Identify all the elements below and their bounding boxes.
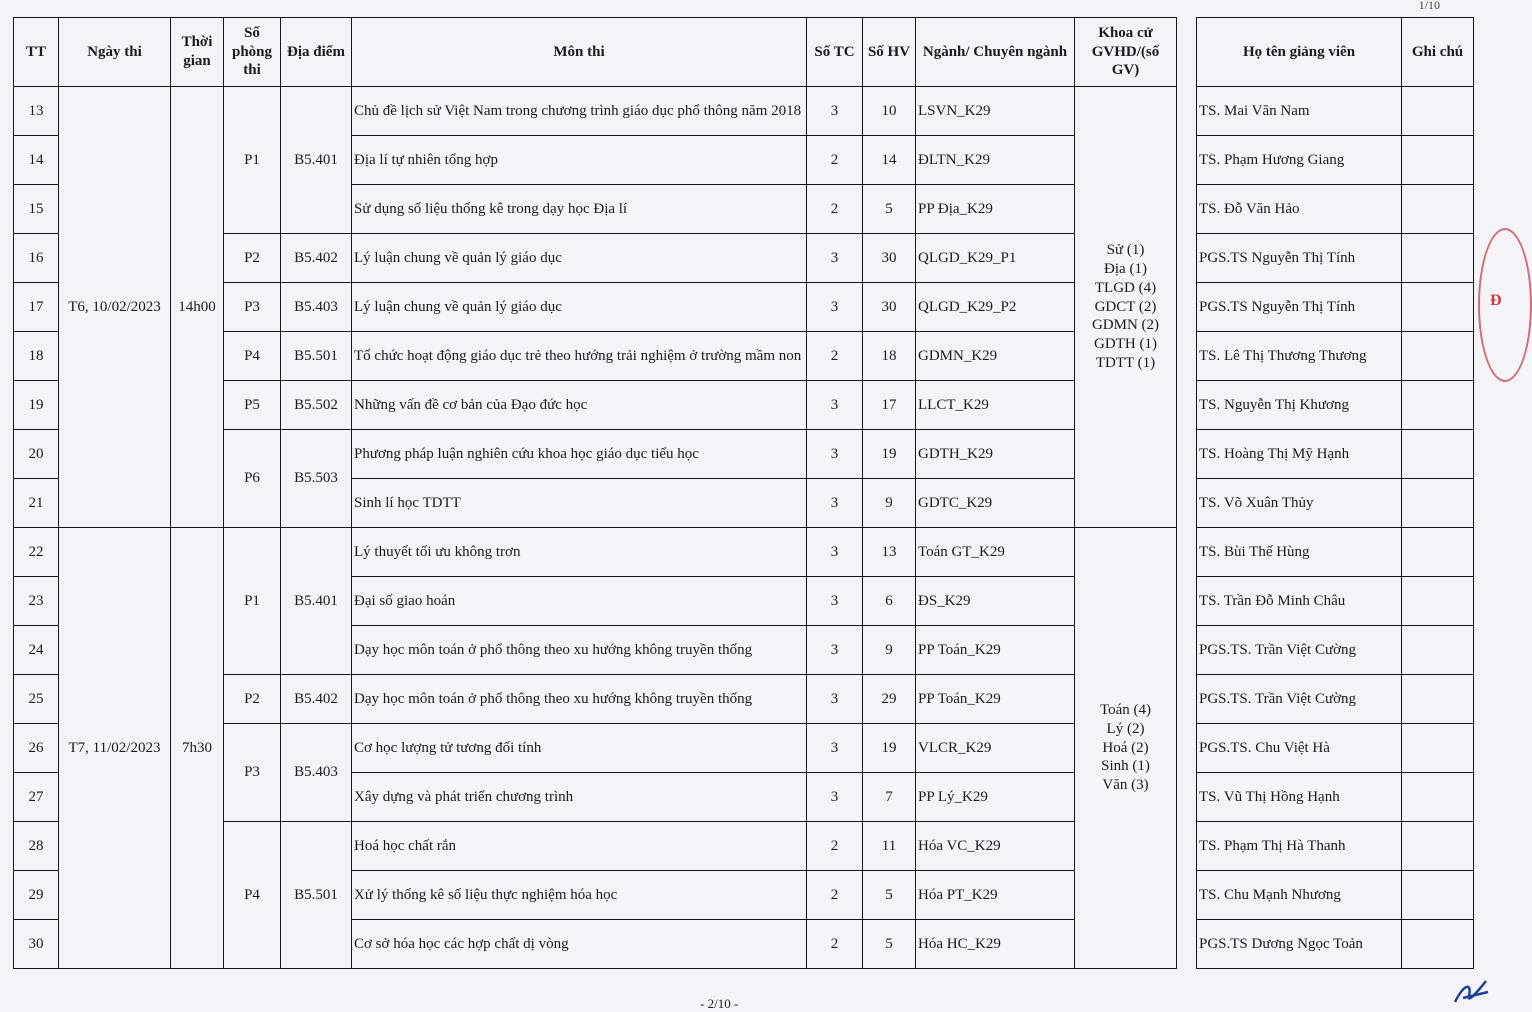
cell-nganh: ĐLTN_K29 — [916, 136, 1075, 185]
header-ghi-chu: Ghi chú — [1402, 18, 1474, 87]
cell-so-tc: 3 — [807, 381, 863, 430]
cell-khoa-cu: Toán (4) Lý (2) Hoá (2) Sinh (1) Văn (3) — [1075, 528, 1177, 969]
cell-ghi-chu — [1402, 136, 1474, 185]
cell-dia-diem: B5.501 — [281, 822, 352, 969]
cell-mon-thi: Lý luận chung về quản lý giáo dục — [352, 234, 807, 283]
cell-giang-vien: TS. Võ Xuân Thủy — [1197, 479, 1402, 528]
cell-giang-vien: PGS.TS Nguyễn Thị Tính — [1197, 283, 1402, 332]
cell-nganh: PP Toán_K29 — [916, 626, 1075, 675]
cell-ghi-chu — [1402, 185, 1474, 234]
cell-so-tc: 3 — [807, 577, 863, 626]
table-row — [14, 332, 1474, 381]
cell-so-hv: 10 — [863, 87, 916, 136]
cell-so-hv: 9 — [863, 479, 916, 528]
cell-giang-vien: TS. Đỗ Văn Hảo — [1197, 185, 1402, 234]
cell-giang-vien: PGS.TS. Trần Việt Cường — [1197, 675, 1402, 724]
cell-mon-thi: Sinh lí học TDTT — [352, 479, 807, 528]
cell-nganh: VLCR_K29 — [916, 724, 1075, 773]
cell-so-phong: P2 — [224, 234, 281, 283]
cell-giang-vien: PGS.TS. Chu Việt Hà — [1197, 724, 1402, 773]
cell-so-tc: 3 — [807, 528, 863, 577]
cell-dia-diem: B5.503 — [281, 430, 352, 528]
page-corner-number: 1/10 — [1418, 0, 1440, 12]
cell-so-hv: 19 — [863, 430, 916, 479]
cell-tt: 23 — [14, 577, 59, 626]
cell-nganh: GDMN_K29 — [916, 332, 1075, 381]
cell-nganh: ĐS_K29 — [916, 577, 1075, 626]
cell-mon-thi: Dạy học môn toán ở phổ thông theo xu hướng không truyền thống — [352, 626, 807, 675]
cell-tt: 28 — [14, 822, 59, 871]
cell-nganh: Hóa PT_K29 — [916, 871, 1075, 920]
cell-ghi-chu — [1402, 332, 1474, 381]
cell-mon-thi: Những vấn đề cơ bản của Đạo đức học — [352, 381, 807, 430]
header-ngay-thi: Ngày thi — [59, 18, 171, 87]
cell-so-hv: 5 — [863, 871, 916, 920]
cell-giang-vien: TS. Phạm Thị Hà Thanh — [1197, 822, 1402, 871]
exam-rows — [14, 87, 1474, 969]
header-so-hv: Số HV — [863, 18, 916, 87]
cell-nganh: PP Lý_K29 — [916, 773, 1075, 822]
cell-ghi-chu — [1402, 87, 1474, 136]
cell-tt: 30 — [14, 920, 59, 969]
cell-so-tc: 2 — [807, 920, 863, 969]
cell-ghi-chu — [1402, 871, 1474, 920]
cell-so-tc: 3 — [807, 430, 863, 479]
cell-so-tc: 2 — [807, 185, 863, 234]
cell-so-tc: 3 — [807, 283, 863, 332]
cell-nganh: Hóa VC_K29 — [916, 822, 1075, 871]
cell-mon-thi: Đại số giao hoán — [352, 577, 807, 626]
cell-dia-diem: B5.401 — [281, 87, 352, 234]
cell-ngay-thi: T7, 11/02/2023 — [59, 528, 171, 969]
cell-giang-vien: TS. Bùi Thế Hùng — [1197, 528, 1402, 577]
cell-so-hv: 6 — [863, 577, 916, 626]
cell-so-tc: 3 — [807, 234, 863, 283]
header-dia-diem: Địa điểm — [281, 18, 352, 87]
header-giang-vien: Họ tên giảng viên — [1197, 18, 1402, 87]
cell-so-hv: 30 — [863, 283, 916, 332]
cell-tt: 15 — [14, 185, 59, 234]
header-row — [14, 18, 1474, 87]
cell-ghi-chu — [1402, 724, 1474, 773]
cell-giang-vien: PGS.TS Dương Ngọc Toản — [1197, 920, 1402, 969]
cell-mon-thi: Xử lý thống kê số liệu thực nghiệm hóa học — [352, 871, 807, 920]
cell-ghi-chu — [1402, 773, 1474, 822]
cell-so-tc: 3 — [807, 626, 863, 675]
cell-mon-thi: Sử dụng số liệu thống kê trong dạy học Địa lí — [352, 185, 807, 234]
cell-mon-thi: Lý luận chung về quản lý giáo dục — [352, 283, 807, 332]
cell-tt: 27 — [14, 773, 59, 822]
cell-so-tc: 3 — [807, 773, 863, 822]
header-thoi-gian: Thời gian — [171, 18, 224, 87]
cell-ghi-chu — [1402, 920, 1474, 969]
cell-ghi-chu — [1402, 626, 1474, 675]
cell-thoi-gian: 14h00 — [171, 87, 224, 528]
cell-ghi-chu — [1402, 577, 1474, 626]
cell-so-phong: P1 — [224, 528, 281, 675]
cell-so-hv: 9 — [863, 626, 916, 675]
cell-giang-vien: TS. Trần Đỗ Minh Châu — [1197, 577, 1402, 626]
cell-nganh: QLGD_K29_P2 — [916, 283, 1075, 332]
cell-giang-vien: TS. Nguyễn Thị Khương — [1197, 381, 1402, 430]
table-row — [14, 724, 1474, 773]
cell-tt: 22 — [14, 528, 59, 577]
cell-nganh: PP Địa_K29 — [916, 185, 1075, 234]
cell-dia-diem: B5.401 — [281, 528, 352, 675]
cell-so-hv: 30 — [863, 234, 916, 283]
column-gap — [1177, 18, 1197, 87]
cell-mon-thi: Cơ học lượng tử tương đối tính — [352, 724, 807, 773]
cell-so-tc: 2 — [807, 871, 863, 920]
cell-giang-vien: TS. Hoàng Thị Mỹ Hạnh — [1197, 430, 1402, 479]
cell-ghi-chu — [1402, 675, 1474, 724]
cell-mon-thi: Tổ chức hoạt động giáo dục trẻ theo hướng trải nghiệm ở trường mầm non — [352, 332, 807, 381]
cell-nganh: LSVN_K29 — [916, 87, 1075, 136]
cell-so-tc: 3 — [807, 675, 863, 724]
signature-mark — [1452, 974, 1492, 1008]
cell-mon-thi: Lý thuyết tối ưu không trơn — [352, 528, 807, 577]
cell-dia-diem: B5.403 — [281, 724, 352, 822]
cell-dia-diem: B5.402 — [281, 675, 352, 724]
cell-so-phong: P3 — [224, 283, 281, 332]
cell-so-hv: 29 — [863, 675, 916, 724]
cell-ghi-chu — [1402, 283, 1474, 332]
table-row — [14, 283, 1474, 332]
cell-mon-thi: Địa lí tự nhiên tổng hợp — [352, 136, 807, 185]
cell-ghi-chu — [1402, 479, 1474, 528]
cell-tt: 19 — [14, 381, 59, 430]
cell-ghi-chu — [1402, 430, 1474, 479]
cell-khoa-cu: Sử (1) Địa (1) TLGD (4) GDCT (2) GDMN (2) GDTH (1) TDTT (1) — [1075, 87, 1177, 528]
cell-tt: 14 — [14, 136, 59, 185]
cell-dia-diem: B5.501 — [281, 332, 352, 381]
cell-tt: 21 — [14, 479, 59, 528]
cell-nganh: QLGD_K29_P1 — [916, 234, 1075, 283]
table-row — [14, 430, 1474, 479]
cell-mon-thi: Phương pháp luận nghiên cứu khoa học giáo dục tiểu học — [352, 430, 807, 479]
cell-so-tc: 2 — [807, 136, 863, 185]
exam-schedule-table — [13, 17, 1474, 969]
cell-so-phong: P4 — [224, 822, 281, 969]
cell-tt: 20 — [14, 430, 59, 479]
cell-so-hv: 5 — [863, 185, 916, 234]
cell-ghi-chu — [1402, 381, 1474, 430]
cell-so-hv: 5 — [863, 920, 916, 969]
cell-so-hv: 18 — [863, 332, 916, 381]
cell-dia-diem: B5.403 — [281, 283, 352, 332]
cell-tt: 17 — [14, 283, 59, 332]
cell-giang-vien: TS. Lê Thị Thương Thương — [1197, 332, 1402, 381]
cell-nganh: PP Toán_K29 — [916, 675, 1075, 724]
cell-ngay-thi: T6, 10/02/2023 — [59, 87, 171, 528]
cell-so-phong: P1 — [224, 87, 281, 234]
cell-giang-vien: PGS.TS Nguyễn Thị Tính — [1197, 234, 1402, 283]
cell-mon-thi: Chủ đề lịch sử Việt Nam trong chương trình giáo dục phổ thông năm 2018 — [352, 87, 807, 136]
cell-so-phong: P2 — [224, 675, 281, 724]
cell-so-phong: P3 — [224, 724, 281, 822]
cell-mon-thi: Cơ sở hóa học các hợp chất dị vòng — [352, 920, 807, 969]
cell-so-tc: 3 — [807, 479, 863, 528]
table-row — [14, 528, 1474, 577]
cell-dia-diem: B5.402 — [281, 234, 352, 283]
cell-mon-thi: Xây dựng và phát triển chương trình — [352, 773, 807, 822]
cell-thoi-gian: 7h30 — [171, 528, 224, 969]
cell-tt: 18 — [14, 332, 59, 381]
table-row — [14, 381, 1474, 430]
header-mon-thi: Môn thi — [352, 18, 807, 87]
cell-tt: 24 — [14, 626, 59, 675]
cell-tt: 16 — [14, 234, 59, 283]
cell-so-hv: 14 — [863, 136, 916, 185]
header-so-phong: Số phòng thi — [224, 18, 281, 87]
cell-so-hv: 17 — [863, 381, 916, 430]
table-row — [14, 87, 1474, 136]
cell-tt: 25 — [14, 675, 59, 724]
cell-tt: 26 — [14, 724, 59, 773]
header-khoa-cu: Khoa cử GVHD/(số GV) — [1075, 18, 1177, 87]
cell-so-tc: 3 — [807, 87, 863, 136]
cell-giang-vien: TS. Phạm Hương Giang — [1197, 136, 1402, 185]
cell-ghi-chu — [1402, 822, 1474, 871]
cell-tt: 29 — [14, 871, 59, 920]
table-row — [14, 822, 1474, 871]
cell-giang-vien: PGS.TS. Trần Việt Cường — [1197, 626, 1402, 675]
page-footer: - 2/10 - — [700, 996, 739, 1011]
cell-so-hv: 19 — [863, 724, 916, 773]
cell-so-phong: P5 — [224, 381, 281, 430]
cell-nganh: LLCT_K29 — [916, 381, 1075, 430]
table-row — [14, 675, 1474, 724]
red-stamp — [1478, 228, 1532, 382]
cell-so-hv: 13 — [863, 528, 916, 577]
cell-nganh: GDTH_K29 — [916, 430, 1075, 479]
cell-giang-vien: TS. Chu Mạnh Nhương — [1197, 871, 1402, 920]
cell-dia-diem: B5.502 — [281, 381, 352, 430]
cell-nganh: GDTC_K29 — [916, 479, 1075, 528]
header-so-tc: Số TC — [807, 18, 863, 87]
cell-ghi-chu — [1402, 234, 1474, 283]
cell-so-tc: 3 — [807, 724, 863, 773]
stamp-fragment: Đ — [1490, 292, 1502, 309]
header-nganh: Ngành/ Chuyên ngành — [916, 18, 1075, 87]
cell-nganh: Toán GT_K29 — [916, 528, 1075, 577]
cell-so-phong: P4 — [224, 332, 281, 381]
cell-mon-thi: Dạy học môn toán ở phổ thông theo xu hướng không truyền thống — [352, 675, 807, 724]
column-gap — [1177, 87, 1197, 969]
cell-nganh: Hóa HC_K29 — [916, 920, 1075, 969]
cell-so-hv: 11 — [863, 822, 916, 871]
cell-so-tc: 2 — [807, 332, 863, 381]
cell-mon-thi: Hoá học chất rắn — [352, 822, 807, 871]
cell-so-hv: 7 — [863, 773, 916, 822]
table-row — [14, 234, 1474, 283]
cell-giang-vien: TS. Vũ Thị Hồng Hạnh — [1197, 773, 1402, 822]
cell-giang-vien: TS. Mai Văn Nam — [1197, 87, 1402, 136]
cell-tt: 13 — [14, 87, 59, 136]
header-tt: TT — [14, 18, 59, 87]
cell-ghi-chu — [1402, 528, 1474, 577]
cell-so-phong: P6 — [224, 430, 281, 528]
cell-so-tc: 2 — [807, 822, 863, 871]
